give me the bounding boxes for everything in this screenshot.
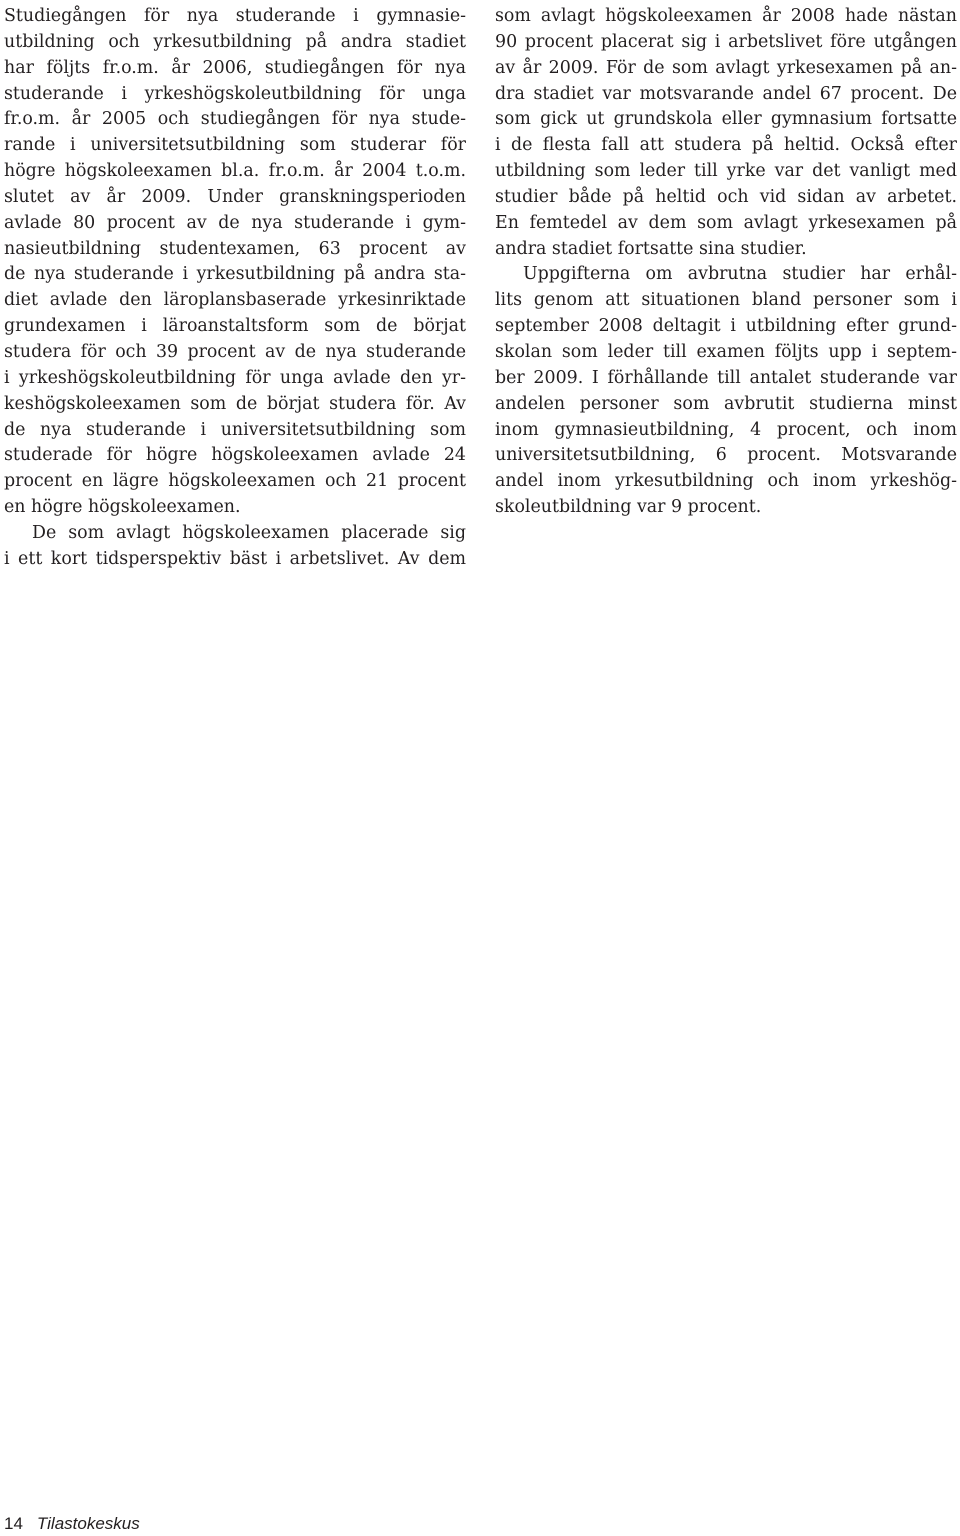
- body-line: 90 procent placerat sig i arbetslivet före utgången: [495, 31, 957, 52]
- body-line: i ett kort tidsperspektiv bäst i arbetslivet. Av dem: [4, 548, 466, 569]
- body-line: andra stadiet fortsatte sina studier.: [495, 238, 807, 259]
- body-line: utbildning som leder till yrke var det vanligt med: [495, 161, 957, 182]
- body-line: fr.o.m. år 2005 och studiegången för nya stude-: [4, 109, 466, 130]
- page-number: 14: [4, 1514, 23, 1533]
- body-line: grundexamen i läroanstaltsform som de börjat: [4, 316, 466, 337]
- body-line: studerande i yrkeshögskoleutbildning för unga: [4, 83, 466, 104]
- body-line: utbildning och yrkesutbildning på andra stadiet: [4, 31, 466, 52]
- body-line: september 2008 deltagit i utbildning efter grund-: [495, 316, 957, 337]
- body-line: skoleutbildning var 9 procent.: [495, 497, 762, 518]
- body-line: keshögskoleexamen som de börjat studera för. Av: [4, 393, 466, 414]
- body-line: universitetsutbildning, 6 procent. Motsvarande: [495, 445, 957, 466]
- body-line: andelen personer som avbrutit studierna minst: [495, 393, 957, 414]
- body-line: inom gymnasieutbildning, 4 procent, och inom: [495, 419, 957, 440]
- body-line: studerade för högre högskoleexamen avlade 24: [4, 445, 466, 466]
- body-line: avlade 80 procent av de nya studerande i gym-: [4, 212, 466, 233]
- body-line: slutet av år 2009. Under granskningsperioden: [4, 186, 466, 207]
- body-line: de nya studerande i yrkesutbildning på andra sta-: [4, 264, 466, 285]
- body-line: har följts fr.o.m. år 2006, studiegången för nya: [4, 57, 466, 78]
- body-line: andel inom yrkesutbildning och inom yrkeshög-: [495, 471, 957, 492]
- right-column: [495, 4, 957, 521]
- body-line: Studiegången för nya studerande i gymnasie-: [4, 6, 466, 26]
- body-line: nasieutbildning studentexamen, 63 procent av: [4, 238, 466, 259]
- body-line: av år 2009. För de som avlagt yrkesexamen på an-: [495, 57, 957, 78]
- body-line: som gick ut grundskola eller gymnasium fortsatte: [495, 109, 957, 130]
- body-line: en högre högskoleexamen.: [4, 497, 241, 518]
- body-line: i de flesta fall att studera på heltid. Också efter: [495, 135, 957, 156]
- body-line: procent en lägre högskoleexamen och 21 procent: [4, 471, 466, 492]
- body-line: ber 2009. I förhållande till antalet studerande var: [495, 367, 957, 388]
- left-column: [4, 4, 466, 573]
- body-line: lits genom att situationen bland personer som i: [495, 290, 957, 311]
- body-line: Uppgifterna om avbrutna studier har erhål-: [523, 264, 957, 285]
- body-line: rande i universitetsutbildning som studerar för: [4, 135, 466, 156]
- body-line: studier både på heltid och vid sidan av arbetet.: [495, 186, 957, 207]
- body-line: som avlagt högskoleexamen år 2008 hade nästan: [495, 6, 957, 26]
- body-line: skolan som leder till examen följts upp i septem-: [495, 341, 957, 362]
- body-line: de nya studerande i universitetsutbildning som: [4, 419, 466, 440]
- body-line: i yrkeshögskoleutbildning för unga avlade den yr-: [4, 367, 466, 388]
- body-line: De som avlagt högskoleexamen placerade sig: [32, 522, 466, 543]
- body-line: högre högskoleexamen bl.a. fr.o.m. år 2004 t.o.m.: [4, 161, 466, 182]
- body-line: studera för och 39 procent av de nya studerande: [4, 341, 466, 362]
- body-line: En femtedel av dem som avlagt yrkesexamen på: [495, 212, 957, 233]
- body-line: dra stadiet var motsvarande andel 67 procent. De: [495, 83, 957, 104]
- body-line: diet avlade den läroplansbaserade yrkesinriktade: [4, 290, 466, 311]
- page-footer: [4, 1514, 140, 1534]
- publication-name: Tilastokeskus: [36, 1514, 140, 1533]
